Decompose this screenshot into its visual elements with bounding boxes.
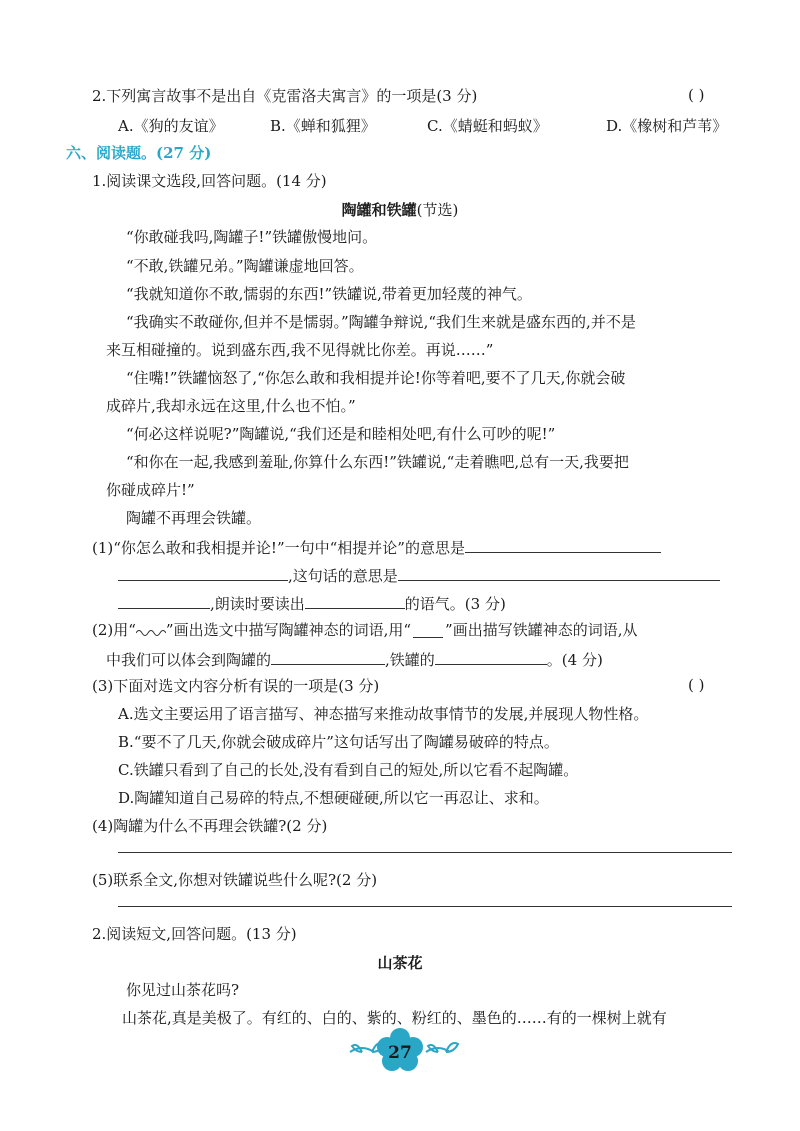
option-b: B.“要不了几天,你就会破成碎片”这句话写出了陶罐易破碎的特点。 bbox=[118, 733, 559, 751]
sq2-text-e: ,铁罐的 bbox=[385, 651, 435, 669]
question-2: 2.下列寓言故事不是出自《克雷洛夫寓言》的一项是(3 分) bbox=[92, 87, 478, 105]
page-number: 27 bbox=[388, 1043, 412, 1063]
passage-title-main: 陶罐和铁罐 bbox=[341, 201, 417, 219]
paragraph: 陶罐不再理会铁罐。 bbox=[126, 509, 262, 527]
option-b: B.《蝉和狐狸》 bbox=[270, 117, 376, 135]
sq2-text-b: ”画出选文中描写陶罐神态的词语,用“ bbox=[165, 621, 412, 639]
option-d: D.《橡树和芦苇》 bbox=[606, 117, 728, 135]
paragraph: “不敢,铁罐兄弟。”陶罐谦虚地回答。 bbox=[126, 257, 364, 275]
paragraph: “和你在一起,我感到羞耻,你算什么东西!”铁罐说,“走着瞧吧,总有一天,我要把 bbox=[126, 453, 629, 471]
reading-2-instruction: 2.阅读短文,回答问题。(13 分) bbox=[92, 925, 297, 943]
paragraph: “住嘴!”铁罐恼怒了,“你怎么敢和我相提并论!你等着吧,要不了几天,你就会破 bbox=[126, 369, 626, 387]
sq2-text-d: 中我们可以体会到陶罐的 bbox=[106, 651, 272, 669]
page-footer bbox=[0, 1022, 800, 1072]
answer-paren[interactable]: ( ) bbox=[688, 676, 705, 694]
answer-blank[interactable] bbox=[271, 648, 385, 665]
option-d: D.陶罐知道自己易碎的特点,不想硬碰硬,所以它一再忍让、求和。 bbox=[118, 789, 549, 807]
right-sprout-icon bbox=[426, 1043, 458, 1052]
answer-blank[interactable] bbox=[398, 564, 720, 581]
answer-line[interactable] bbox=[118, 852, 732, 853]
answer-line[interactable] bbox=[118, 906, 732, 907]
sq2-text-a: (2)用“ bbox=[92, 621, 136, 639]
paragraph: 你见过山茶花吗? bbox=[126, 981, 240, 999]
paragraph: 山茶花,真是美极了。有红的、白的、紫的、粉红的、墨色的……有的一棵树上就有 bbox=[122, 1009, 667, 1027]
answer-blank[interactable] bbox=[435, 648, 547, 665]
sq1-text-a: (1)“你怎么敢和我相提并论!”一句中“相提并论”的意思是 bbox=[92, 539, 465, 557]
answer-blank[interactable] bbox=[305, 592, 405, 609]
option-a: A.选文主要运用了语言描写、神态描写来推动故事情节的发展,并展现人物性格。 bbox=[118, 705, 649, 723]
paragraph: 你碰成碎片!” bbox=[106, 481, 195, 499]
option-a: A.《狗的友谊》 bbox=[118, 117, 224, 135]
passage-title-note: (节选) bbox=[416, 201, 459, 219]
answer-blank[interactable] bbox=[118, 592, 210, 609]
option-c: C.《蜻蜓和蚂蚁》 bbox=[427, 117, 548, 135]
sq2-text-f: 。(4 分) bbox=[546, 651, 603, 669]
paragraph: “我就知道你不敢,懦弱的东西!”铁罐说,带着更加轻蔑的神气。 bbox=[126, 285, 532, 303]
sq1-text-d: 的语气。(3 分) bbox=[404, 595, 506, 613]
sub-question-2 bbox=[92, 620, 637, 640]
paragraph: 成碎片,我却永远在这里,什么也不怕。” bbox=[106, 397, 356, 415]
paragraph: 来互相碰撞的。说到盛东西,我不见得就比你差。再说……” bbox=[106, 341, 494, 359]
sq2-text-c: ”画出描写铁罐神态的词语,从 bbox=[445, 621, 638, 639]
section-title: 六、阅读题。(27 分) bbox=[66, 144, 212, 162]
passage-2-title: 山茶花 bbox=[377, 954, 423, 972]
answer-blank[interactable] bbox=[465, 536, 661, 553]
sub-question-4: (4)陶罐为什么不再理会铁罐?(2 分) bbox=[92, 817, 328, 835]
sub-question-1-line2 bbox=[118, 564, 720, 586]
passage-title bbox=[0, 199, 800, 220]
answer-blank[interactable] bbox=[118, 564, 288, 581]
answer-paren[interactable]: ( ) bbox=[688, 86, 705, 104]
paragraph: “我确实不敢碰你,但并不是懦弱。”陶罐争辩说,“我们生来就是盛东西的,并不是 bbox=[126, 313, 636, 331]
sub-question-2-line2 bbox=[106, 648, 603, 670]
sub-question-3: (3)下面对选文内容分析有误的一项是(3 分) bbox=[92, 677, 380, 695]
paragraph: “你敢碰我吗,陶罐子!”铁罐傲慢地问。 bbox=[126, 228, 378, 246]
wavy-line-icon bbox=[136, 625, 166, 637]
paragraph: “何必这样说呢?”陶罐说,“我们还是和睦相处吧,有什么可吵的呢!” bbox=[126, 425, 556, 443]
option-c: C.铁罐只看到了自己的长处,没有看到自己的短处,所以它看不起陶罐。 bbox=[118, 761, 579, 779]
sq1-text-c: ,朗读时要读出 bbox=[210, 595, 305, 613]
sub-question-1 bbox=[92, 536, 661, 558]
straight-line-icon bbox=[413, 625, 443, 638]
sq1-text-b: ,这句话的意思是 bbox=[288, 567, 398, 585]
sub-question-5: (5)联系全文,你想对铁罐说些什么呢?(2 分) bbox=[92, 871, 378, 889]
sub-question-1-line3 bbox=[118, 592, 506, 614]
reading-1-instruction: 1.阅读课文选段,回答问题。(14 分) bbox=[92, 172, 327, 190]
